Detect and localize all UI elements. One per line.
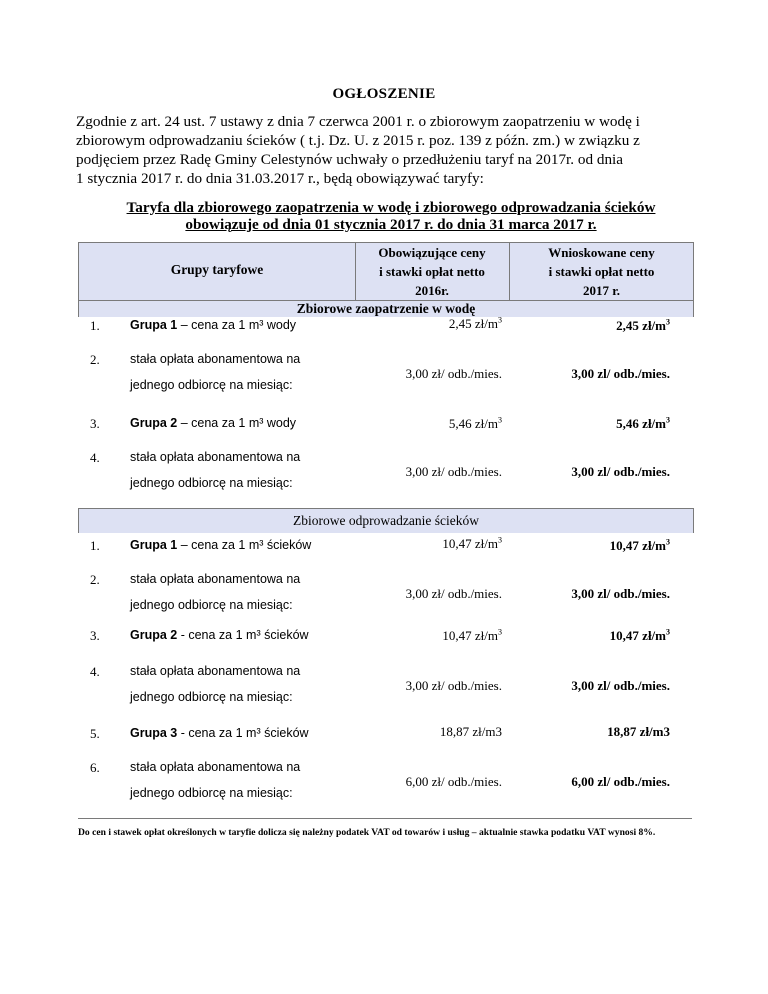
proposed-price: 6,00 zl/ odb./mies. [571,774,670,789]
tariff-title-line: Taryfa dla zbiorowego zaopatrzenia w wodę i zbiorowego odprowadzania ścieków [126,199,656,216]
section-sewage-title: Zbiorowe odprowadzanie ścieków [78,508,694,533]
unit-exponent: 3 [498,315,502,325]
header-proposed-cell [509,243,693,301]
proposed-price: 3,00 zl/ odb./mies. [571,586,670,601]
current-price: 18,87 zł/m3 [439,724,502,739]
unit-exponent: 3 [498,415,502,425]
intro-paragraph [76,112,706,188]
current-value: 5,46 zł/m [448,416,498,431]
current-price [442,536,502,552]
current-price: 3,00 zł/ odb./mies. [405,678,502,693]
row-label-line: jednego odbiorcę na miesiąc: [130,378,293,392]
tariff-title-line: obowiązuje od dnia 01 stycznia 2017 r. do dnia 31 marca 2017 r. [185,216,597,233]
current-price: 3,00 zł/ odb./mies. [405,464,502,479]
proposed-value: 5,46 zł/m [616,416,666,431]
row-number: 1. [90,538,100,553]
row-number: 3. [90,416,100,431]
row-label [130,726,309,740]
header-proposed-line: 2017 r. [582,283,621,298]
row-label-line: stała opłata abonamentowa na [130,450,301,464]
group-desc: – cena za 1 m³ ścieków [177,538,312,552]
row-label-line: stała opłata abonamentowa na [130,352,301,366]
row-label-line: jednego odbiorcę na miesiąc: [130,476,293,490]
proposed-price [610,538,670,554]
group-name: Grupa 3 [130,726,178,740]
row-number: 2. [90,572,100,587]
intro-line: podjęciem przez Radę Gminy Celestynów uchwały o przedłużeniu taryf na 2017r. od dnia [76,151,624,168]
row-label-line: stała opłata abonamentowa na [130,664,301,678]
row-label-line: jednego odbiorcę na miesiąc: [130,786,293,800]
group-name: Grupa 1 [130,538,178,552]
section-water-title: Zbiorowe zaopatrzenie w wodę [78,300,694,317]
row-number: 6. [90,760,100,775]
proposed-value: 10,47 zł/m [609,628,666,643]
row-number: 5. [90,726,100,741]
current-price [449,416,502,432]
header-current-line: i stawki opłat netto [379,264,485,279]
proposed-price: 3,00 zl/ odb./mies. [571,678,670,693]
current-price [442,628,502,644]
current-price: 3,00 zł/ odb./mies. [405,366,502,381]
row-label [130,416,296,430]
unit-exponent: 3 [498,627,502,637]
header-current-line: 2016r. [415,283,449,298]
proposed-price [610,628,670,644]
group-name: Grupa 2 [130,628,178,642]
unit-exponent: 3 [666,627,670,637]
intro-line: zbiorowym odprowadzaniu ścieków ( t.j. Dz. U. z 2015 r. poz. 139 z późn. zm.) w związku z [76,132,640,149]
unit-exponent: 3 [498,535,502,545]
table-header [78,242,694,301]
row-number: 4. [90,664,100,679]
intro-line: 1 stycznia 2017 r. do dnia 31.03.2017 r., będą obowiązywać taryfy: [76,170,484,187]
row-number: 3. [90,628,100,643]
unit-exponent: 3 [666,415,670,425]
row-label-line: jednego odbiorcę na miesiąc: [130,598,293,612]
header-proposed-line: Wnioskowane ceny [548,245,655,260]
group-desc: – cena za 1 m³ wody [177,318,297,332]
header-group-cell [79,243,356,301]
table-bottom-rule [78,818,692,819]
group-desc: - cena za 1 m³ ścieków [177,628,309,642]
vat-note: Do cen i stawek opłat określonych w taryfie dolicza się należny podatek VAT od towarów i usług – aktualnie stawka podatku VAT wynosi 8%. [78,827,656,838]
row-label-line: stała opłata abonamentowa na [130,572,301,586]
header-proposed-line: i stawki opłat netto [548,264,655,279]
header-current-line: Obowiązujące ceny [378,245,486,260]
row-label [130,628,309,642]
current-price [449,316,502,332]
unit-exponent: 3 [666,317,670,327]
unit-exponent: 3 [666,537,670,547]
group-desc: - cena za 1 m³ ścieków [177,726,309,740]
row-number: 2. [90,352,100,367]
intro-line: Zgodnie z art. 24 ust. 7 ustawy z dnia 7 czerwca 2001 r. o zbiorowym zaopatrzeniu w wodę i [76,113,640,130]
row-label-line: jednego odbiorcę na miesiąc: [130,690,293,704]
row-label [130,318,296,332]
current-value: 2,45 zł/m [448,316,498,331]
group-name: Grupa 2 [130,416,178,430]
current-value: 10,47 zł/m [442,628,498,643]
proposed-price [616,318,670,334]
proposed-value: 2,45 zł/m [616,318,666,333]
current-value: 10,47 zł/m [442,536,498,551]
proposed-price: 3,00 zl/ odb./mies. [571,366,670,381]
group-name: Grupa 1 [130,318,178,332]
row-number: 4. [90,450,100,465]
announcement-heading: OGŁOSZENIE [332,86,436,102]
current-price: 6,00 zł/ odb./mies. [405,774,502,789]
proposed-value: 10,47 zł/m [609,538,666,553]
proposed-price [616,416,670,432]
row-label-line: stała opłata abonamentowa na [130,760,301,774]
proposed-price: 3,00 zl/ odb./mies. [571,464,670,479]
current-price: 3,00 zł/ odb./mies. [405,586,502,601]
tariff-title [76,199,706,233]
row-label [130,538,311,552]
header-current-cell [356,243,508,301]
group-desc: – cena za 1 m³ wody [177,416,297,430]
proposed-price: 18,87 zł/m3 [607,724,670,739]
row-number: 1. [90,318,100,333]
header-group-label: Grupy taryfowe [170,262,264,277]
